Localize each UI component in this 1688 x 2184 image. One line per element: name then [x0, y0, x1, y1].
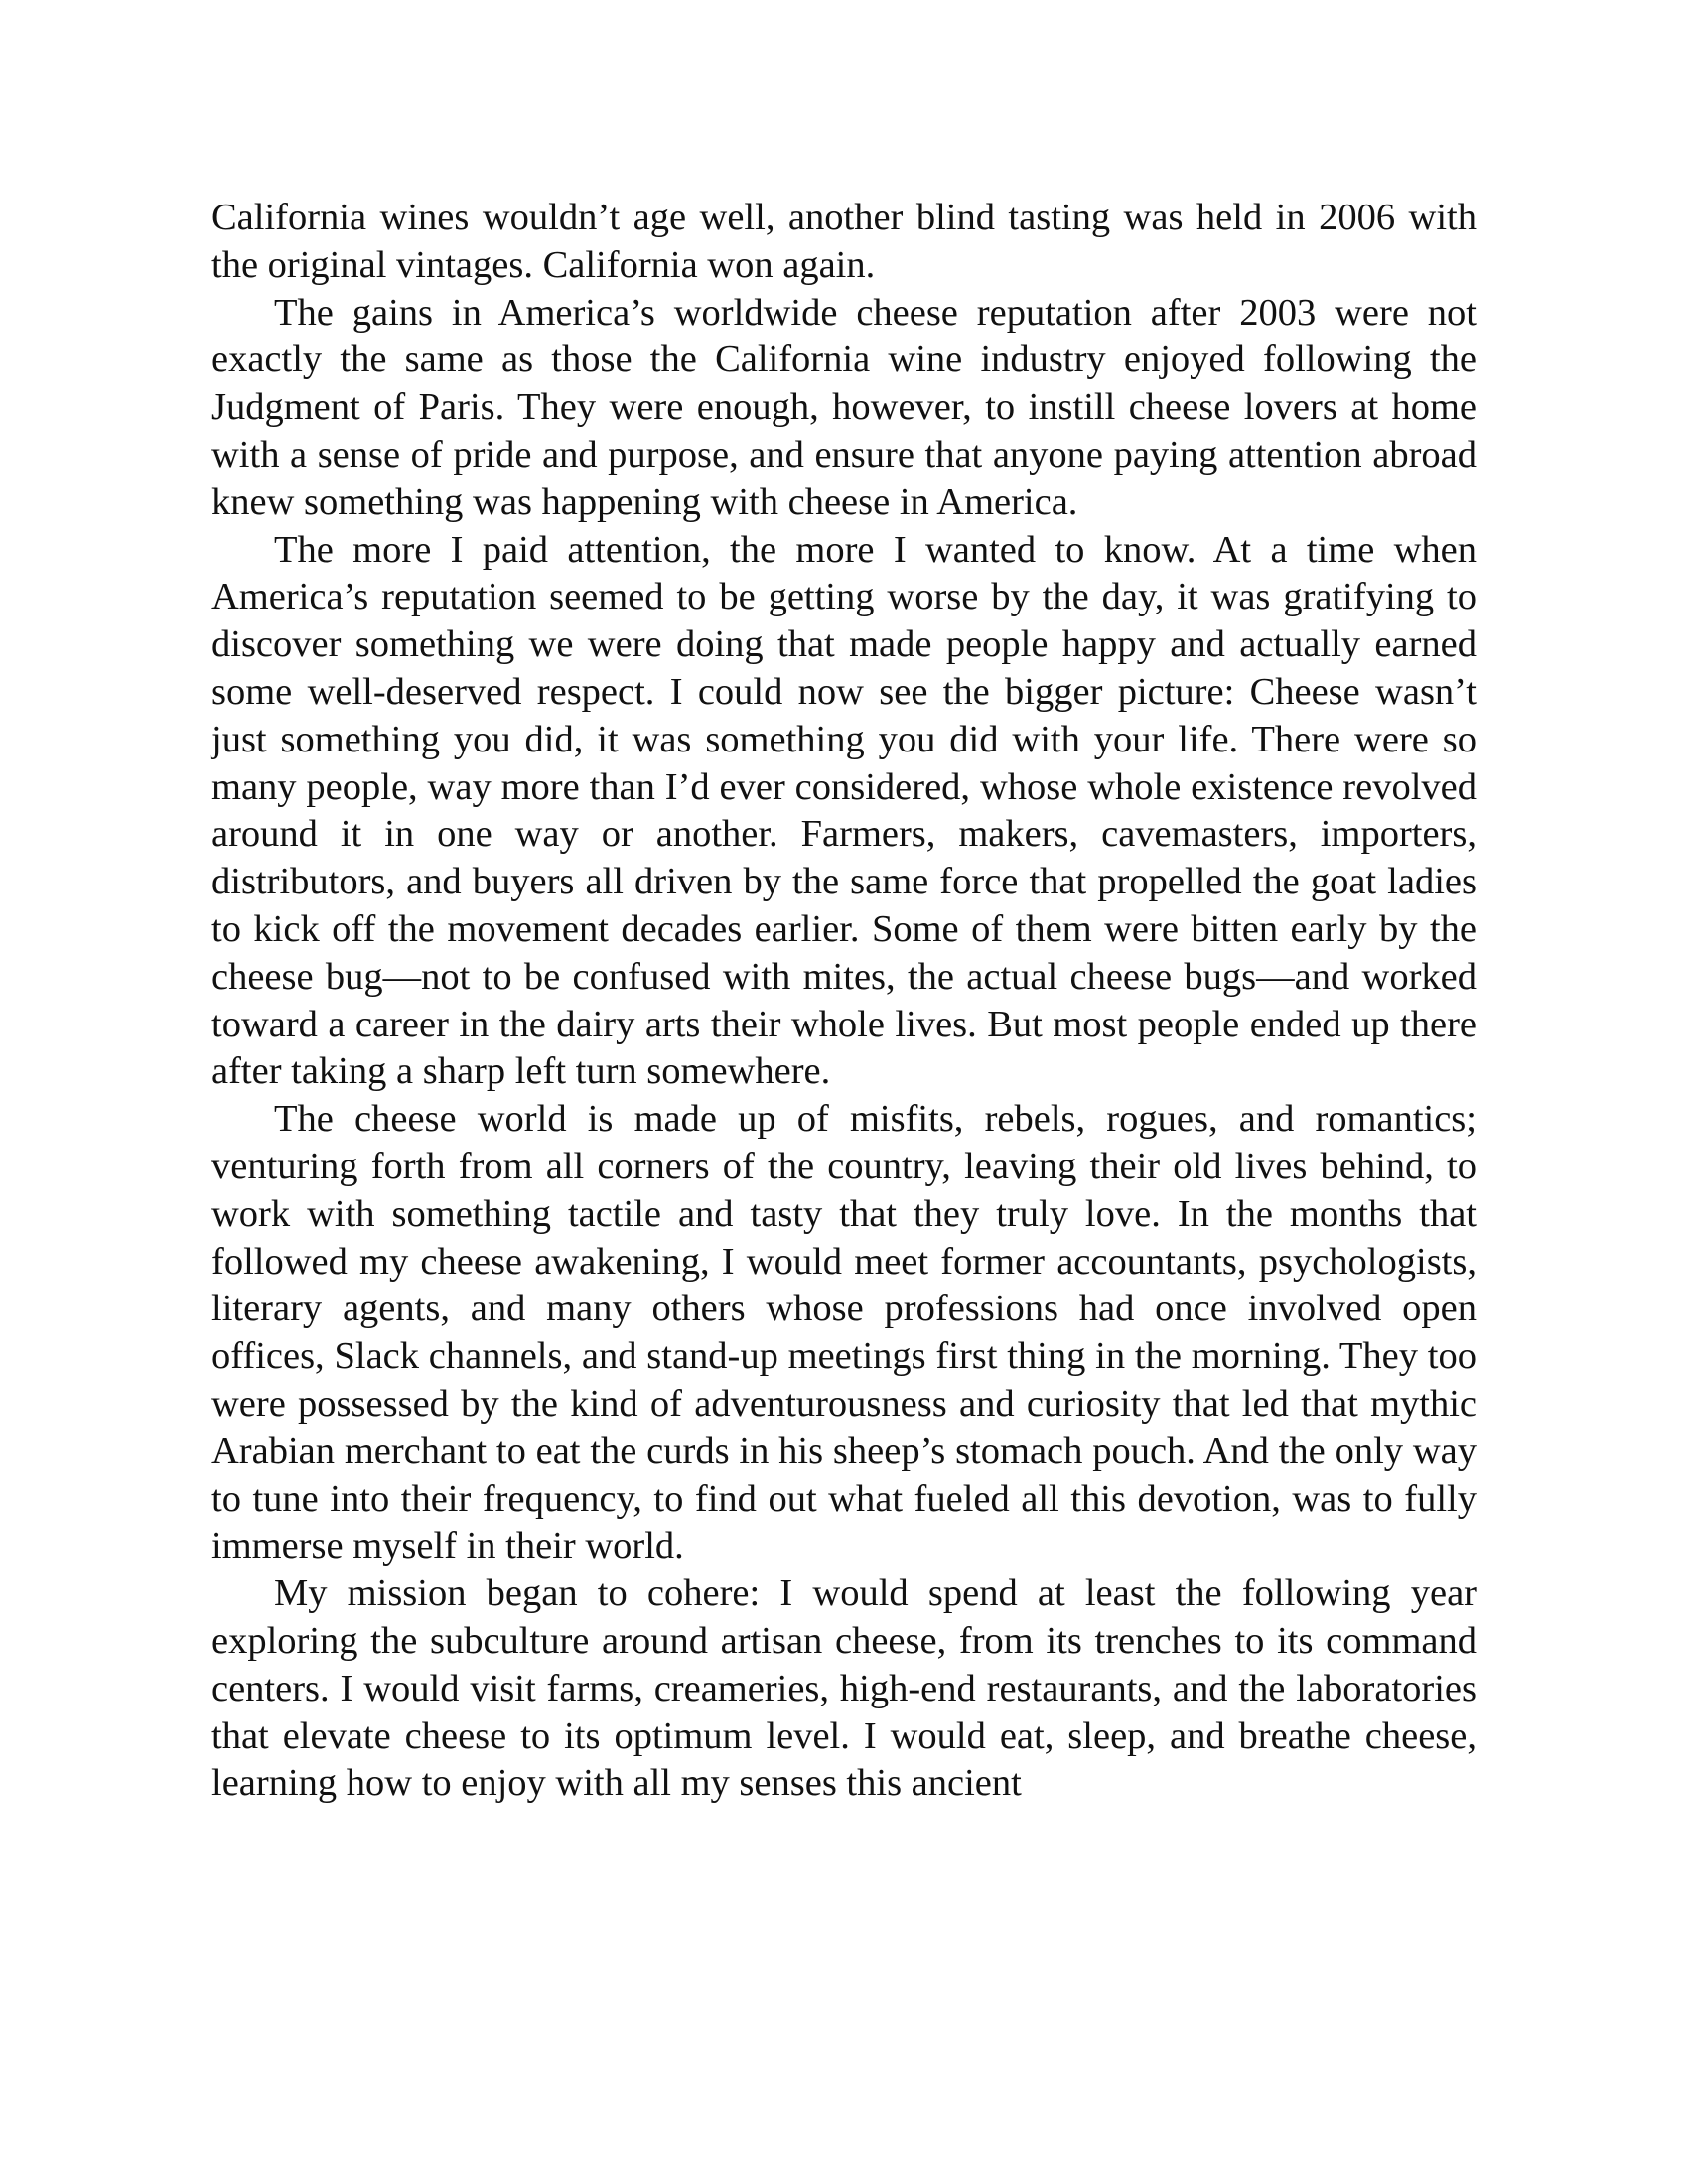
paragraph-cheese-reputation: The gains in America’s worldwide cheese reputation after 2003 were not exactly the same as those the California wine industry enjoyed following the Judgment of Paris. They were enough, however, to instill cheese lovers at home with a sense of pride and purpose, and ensure that anyone paying attention abroad knew something was happening with cheese in America.: [211, 291, 1477, 523]
paragraph-continued: California wines wouldn’t age well, another blind tasting was held in 2006 with the original vintages. California won again.: [211, 197, 1477, 286]
body-text: [211, 195, 1477, 1808]
paragraph-mission: My mission began to cohere: I would spend at least the following year exploring the subculture around artisan cheese, from its trenches to its command centers. I would visit farms, creameries, high-end restaurants, and the laboratories that elevate cheese to its optimum level. I would eat, sleep, and breathe cheese, learning how to enjoy with all my senses this ancient: [211, 1572, 1477, 1805]
paragraph-cheese-world: The cheese world is made up of misfits, rebels, rogues, and romantics; venturing forth from all corners of the country, leaving their old lives behind, to work with something tactile and tasty that they truly love. In the months that followed my cheese awakening, I would meet former accountants, psychologists, literary agents, and many others whose professions had once involved open offices, Slack channels, and stand-up meetings first thing in the morning. They too were possessed by the kind of adventurousness and curiosity that led that mythic Arabian merchant to eat the curds in his sheep’s stomach pouch. And the only way to tune into their frequency, to find out what fueled all this devotion, was to fully immerse myself in their world.: [211, 1098, 1477, 1568]
paragraph-paid-attention: The more I paid attention, the more I wanted to know. At a time when America’s reputation seemed to be getting worse by the day, it was gratifying to discover something we were doing that made people happy and actually earned some well-deserved respect. I could now see the bigger picture: Cheese wasn’t just something you did, it was something you did with your life. There were so many people, way more than I’d ever considered, whose whole existence revolved around it in one way or another. Farmers, makers, cavemasters, importers, distributors, and buyers all driven by the same force that propelled the goat ladies to kick off the movement decades earlier. Some of them were bitten early by the cheese bug—not to be confused with mites, the actual cheese bugs—and worked toward a career in the dairy arts their whole lives. But most people ended up there after taking a sharp left turn somewhere.: [211, 528, 1477, 1093]
